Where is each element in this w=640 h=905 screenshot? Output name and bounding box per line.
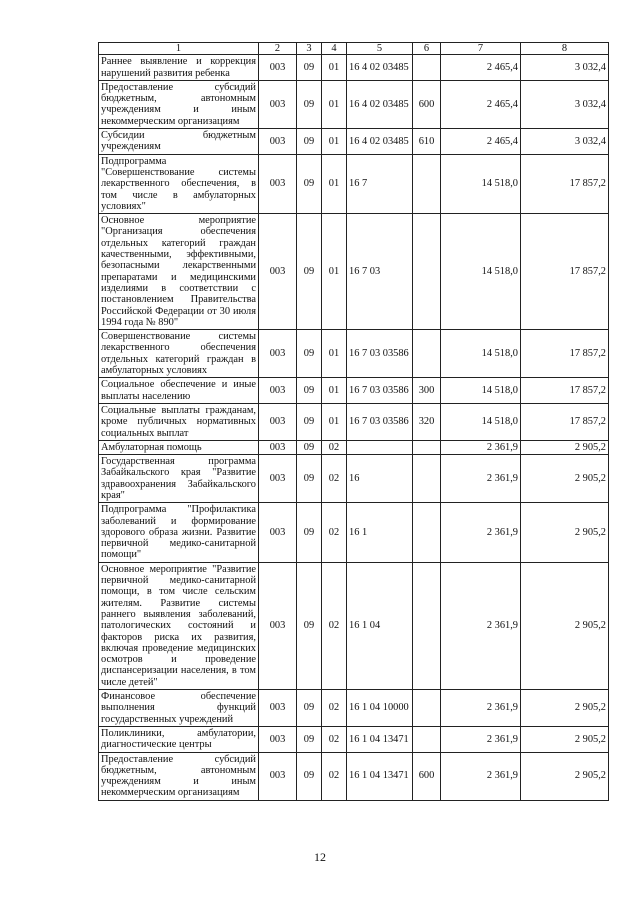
subsection-code-cell: 02 <box>322 752 347 800</box>
table-row <box>99 726 609 752</box>
section-code-cell: 09 <box>297 752 322 800</box>
amount-cell: 2 905,2 <box>521 440 609 454</box>
amount-cell: 3 032,4 <box>521 129 609 155</box>
expense-type-cell <box>413 55 441 81</box>
target-article-cell: 16 1 <box>347 503 413 562</box>
amount-cell: 17 857,2 <box>521 403 609 440</box>
subsection-code-cell: 01 <box>322 403 347 440</box>
admin-code-cell: 003 <box>259 378 297 404</box>
amount-cell: 2 905,2 <box>521 752 609 800</box>
target-article-cell: 16 7 03 <box>347 214 413 330</box>
expense-type-cell <box>413 455 441 503</box>
amount-cell: 2 361,9 <box>441 455 521 503</box>
amount-cell: 2 905,2 <box>521 726 609 752</box>
section-code-cell: 09 <box>297 690 322 727</box>
target-article-cell: 16 1 04 13471 <box>347 726 413 752</box>
amount-cell: 2 361,9 <box>441 503 521 562</box>
amount-cell: 2 465,4 <box>441 80 521 128</box>
amount-cell: 2 465,4 <box>441 129 521 155</box>
table-row <box>99 455 609 503</box>
subsection-code-cell: 02 <box>322 455 347 503</box>
admin-code-cell: 003 <box>259 503 297 562</box>
amount-cell: 17 857,2 <box>521 330 609 378</box>
expense-type-cell: 320 <box>413 403 441 440</box>
admin-code-cell: 003 <box>259 330 297 378</box>
column-header: 6 <box>413 43 441 55</box>
table-row <box>99 403 609 440</box>
admin-code-cell: 003 <box>259 726 297 752</box>
subsection-code-cell: 02 <box>322 503 347 562</box>
amount-cell: 14 518,0 <box>441 214 521 330</box>
row-name-cell: Совершенствование системы лекарственного обеспечения отдельных категорий граждан в амбулаторных условиях <box>99 330 259 378</box>
admin-code-cell: 003 <box>259 455 297 503</box>
target-article-cell: 16 7 03 03586 <box>347 378 413 404</box>
expense-type-cell: 300 <box>413 378 441 404</box>
row-name-cell: Финансовое обеспечение выполнения функций государственных учреждений <box>99 690 259 727</box>
admin-code-cell: 003 <box>259 562 297 689</box>
row-name-cell: Подпрограмма "Профилактика заболеваний и формирование здорового образа жизни. Развитие первичной медико-санитарной помощи" <box>99 503 259 562</box>
target-article-cell: 16 7 03 03586 <box>347 403 413 440</box>
expense-type-cell <box>413 214 441 330</box>
amount-cell: 14 518,0 <box>441 154 521 213</box>
section-code-cell: 09 <box>297 562 322 689</box>
admin-code-cell: 003 <box>259 129 297 155</box>
expense-type-cell <box>413 154 441 213</box>
row-name-cell: Государственная программа Забайкальского края "Развитие здравоохранения Забайкальского края" <box>99 455 259 503</box>
target-article-cell: 16 7 <box>347 154 413 213</box>
table-row <box>99 330 609 378</box>
row-name-cell: Основное мероприятие "Развитие первичной медико-санитарной помощи, в том числе сельским жителям. Развитие системы раннего выявления заболеваний, патологических состояний и факторов риска их развития, включая проведение медицинских осмотров и проведение диспансеризации населения, в том числе детей" <box>99 562 259 689</box>
target-article-cell: 16 1 04 <box>347 562 413 689</box>
row-name-cell: Предоставление субсидий бюджетным, автономным учреждениям и иным некоммерческим организациям <box>99 80 259 128</box>
section-code-cell: 09 <box>297 378 322 404</box>
table-row <box>99 378 609 404</box>
subsection-code-cell: 01 <box>322 80 347 128</box>
budget-table <box>98 42 609 801</box>
table-row <box>99 214 609 330</box>
row-name-cell: Социальные выплаты гражданам, кроме публичных нормативных социальных выплат <box>99 403 259 440</box>
subsection-code-cell: 02 <box>322 726 347 752</box>
page-number: 12 <box>314 850 326 864</box>
target-article-cell: 16 4 02 03485 <box>347 55 413 81</box>
column-header: 4 <box>322 43 347 55</box>
amount-cell: 2 361,9 <box>441 690 521 727</box>
row-name-cell: Социальное обеспечение и иные выплаты населению <box>99 378 259 404</box>
target-article-cell: 16 4 02 03485 <box>347 80 413 128</box>
admin-code-cell: 003 <box>259 154 297 213</box>
target-article-cell: 16 <box>347 455 413 503</box>
row-name-cell: Предоставление субсидий бюджетным, автономным учреждениям и иным некоммерческим организациям <box>99 752 259 800</box>
column-header: 3 <box>297 43 322 55</box>
amount-cell: 17 857,2 <box>521 214 609 330</box>
column-header: 8 <box>521 43 609 55</box>
amount-cell: 2 905,2 <box>521 455 609 503</box>
section-code-cell: 09 <box>297 726 322 752</box>
amount-cell: 2 465,4 <box>441 55 521 81</box>
amount-cell: 17 857,2 <box>521 154 609 213</box>
admin-code-cell: 003 <box>259 690 297 727</box>
column-header: 7 <box>441 43 521 55</box>
amount-cell: 2 905,2 <box>521 503 609 562</box>
target-article-cell: 16 1 04 10000 <box>347 690 413 727</box>
amount-cell: 2 361,9 <box>441 726 521 752</box>
subsection-code-cell: 01 <box>322 330 347 378</box>
subsection-code-cell: 02 <box>322 690 347 727</box>
column-header: 5 <box>347 43 413 55</box>
admin-code-cell: 003 <box>259 752 297 800</box>
admin-code-cell: 003 <box>259 80 297 128</box>
section-code-cell: 09 <box>297 440 322 454</box>
admin-code-cell: 003 <box>259 55 297 81</box>
expense-type-cell <box>413 440 441 454</box>
table-row <box>99 154 609 213</box>
section-code-cell: 09 <box>297 80 322 128</box>
subsection-code-cell: 01 <box>322 214 347 330</box>
column-header: 1 <box>99 43 259 55</box>
subsection-code-cell: 02 <box>322 440 347 454</box>
admin-code-cell: 003 <box>259 440 297 454</box>
amount-cell: 3 032,4 <box>521 55 609 81</box>
table-row <box>99 55 609 81</box>
expense-type-cell <box>413 503 441 562</box>
target-article-cell: 16 7 03 03586 <box>347 330 413 378</box>
row-name-cell: Раннее выявление и коррекция нарушений развития ребенка <box>99 55 259 81</box>
target-article-cell: 16 4 02 03485 <box>347 129 413 155</box>
subsection-code-cell: 01 <box>322 378 347 404</box>
row-name-cell: Субсидии бюджетным учреждениям <box>99 129 259 155</box>
section-code-cell: 09 <box>297 129 322 155</box>
amount-cell: 2 361,9 <box>441 562 521 689</box>
table-row <box>99 80 609 128</box>
row-name-cell: Основное мероприятие "Организация обеспечения отдельных категорий граждан качественными, эффективными, безопасными лекарственными препаратами и медицинскими изделиями в соответствии с постановлением Правительства Российской Федерации от 30 июля 1994 года № 890" <box>99 214 259 330</box>
amount-cell: 14 518,0 <box>441 403 521 440</box>
column-header: 2 <box>259 43 297 55</box>
table-row <box>99 690 609 727</box>
target-article-cell: 16 1 04 13471 <box>347 752 413 800</box>
expense-type-cell <box>413 690 441 727</box>
section-code-cell: 09 <box>297 330 322 378</box>
table-row <box>99 752 609 800</box>
expense-type-cell: 600 <box>413 80 441 128</box>
header-row <box>99 43 609 55</box>
row-name-cell: Амбулаторная помощь <box>99 440 259 454</box>
subsection-code-cell: 01 <box>322 129 347 155</box>
section-code-cell: 09 <box>297 403 322 440</box>
section-code-cell: 09 <box>297 455 322 503</box>
amount-cell: 2 361,9 <box>441 440 521 454</box>
admin-code-cell: 003 <box>259 403 297 440</box>
amount-cell: 2 905,2 <box>521 562 609 689</box>
table-row <box>99 562 609 689</box>
amount-cell: 17 857,2 <box>521 378 609 404</box>
target-article-cell <box>347 440 413 454</box>
admin-code-cell: 003 <box>259 214 297 330</box>
section-code-cell: 09 <box>297 55 322 81</box>
subsection-code-cell: 01 <box>322 55 347 81</box>
section-code-cell: 09 <box>297 503 322 562</box>
expense-type-cell <box>413 726 441 752</box>
subsection-code-cell: 01 <box>322 154 347 213</box>
amount-cell: 3 032,4 <box>521 80 609 128</box>
row-name-cell: Подпрограмма "Совершенствование системы лекарственного обеспечения, в том числе в амбулаторных условиях" <box>99 154 259 213</box>
table-row <box>99 129 609 155</box>
amount-cell: 14 518,0 <box>441 330 521 378</box>
amount-cell: 14 518,0 <box>441 378 521 404</box>
subsection-code-cell: 02 <box>322 562 347 689</box>
table-row <box>99 503 609 562</box>
section-code-cell: 09 <box>297 154 322 213</box>
amount-cell: 2 905,2 <box>521 690 609 727</box>
table-row <box>99 440 609 454</box>
row-name-cell: Поликлиники, амбулатории, диагностические центры <box>99 726 259 752</box>
amount-cell: 2 361,9 <box>441 752 521 800</box>
section-code-cell: 09 <box>297 214 322 330</box>
expense-type-cell: 610 <box>413 129 441 155</box>
expense-type-cell <box>413 562 441 689</box>
expense-type-cell: 600 <box>413 752 441 800</box>
expense-type-cell <box>413 330 441 378</box>
